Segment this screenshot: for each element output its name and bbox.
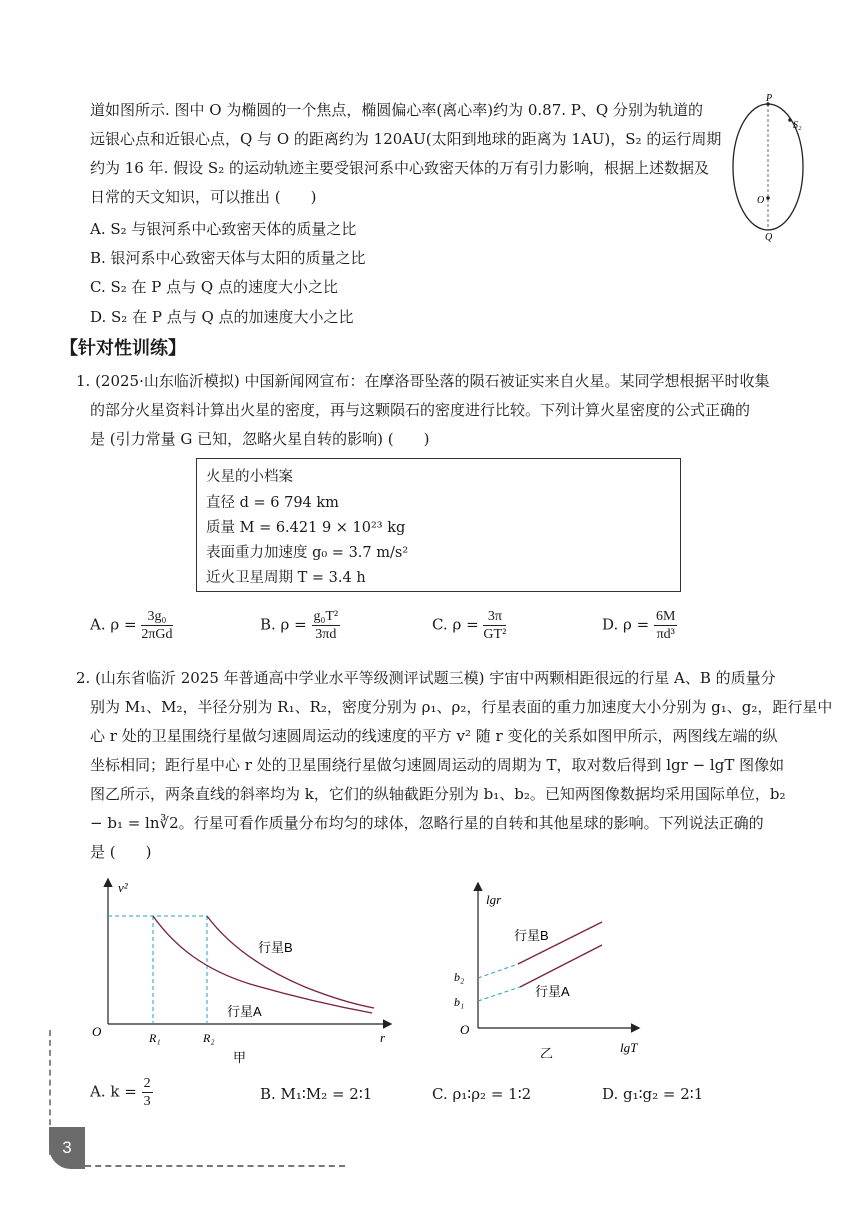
q2-a-prefix: A. k = xyxy=(90,1082,137,1101)
jia-planet-b-label: 行星B xyxy=(258,940,293,955)
yi-planet-a-label: 行星A xyxy=(535,984,570,999)
q1-c-prefix: C. ρ = xyxy=(432,615,479,634)
jia-planet-a-label: 行星A xyxy=(227,1004,262,1019)
mars-gravity: 表面重力加速度 g₀ = 3.7 m/s² xyxy=(206,545,409,561)
q1-a-num: 3g₀ xyxy=(141,608,172,626)
intro-option-a: A. S₂ 与银河系中心致密天体的质量之比 xyxy=(90,220,357,238)
q1-d-num: 6M xyxy=(655,609,676,624)
intro-option-c: C. S₂ 在 P 点与 Q 点的速度大小之比 xyxy=(90,278,338,296)
intro-line-1: 道如图所示. 图中 O 为椭圆的一个焦点，椭圆偏心率(离心率)约为 0.87. P、Q 分别为轨道的 xyxy=(90,101,703,119)
q1-option-a xyxy=(90,608,173,643)
q1-b-prefix: B. ρ = xyxy=(260,615,307,634)
q2-option-a xyxy=(90,1075,153,1110)
yi-planet-b-label: 行星B xyxy=(514,928,549,943)
q2-line-6: − b₁ = ln∛2。行星可看作质量分布均匀的球体，忽略行星的自转和其他星球的影响。下列说法正确的 xyxy=(90,814,764,832)
jia-origin: O xyxy=(92,1024,102,1039)
jia-xlabel: r xyxy=(380,1030,386,1045)
section-title: 【针对性训练】 xyxy=(60,338,186,359)
jia-r1-label: R₁ xyxy=(149,1031,161,1045)
q1-line-1: 1. (2025·山东临沂模拟) 中国新闻网宣布：在摩洛哥坠落的陨石被证实来自火星。某同学想根据平时收集 xyxy=(76,372,770,390)
label-p: P xyxy=(766,93,773,104)
q2-option-d: D. g₁∶g₂ = 2∶1 xyxy=(602,1085,704,1103)
q2-line-5: 图乙所示，两条直线的斜率均为 k，它们的纵轴截距分别为 b₁、b₂。已知两图像数据均采用国际单位，b₂ xyxy=(90,785,786,803)
q1-option-b xyxy=(260,608,340,643)
q2-line-2: 别为 M₁、M₂，半径分别为 R₁、R₂，密度分别为 ρ₁、ρ₂，行星表面的重力加速度大小分别为 g₁、g₂，距行星中 xyxy=(90,698,833,716)
q2-line-1: 2. (山东省临沂 2025 年普通高中学业水平等级测评试题三模) 宇宙中两颗相距很远的行星 A、B 的质量分 xyxy=(76,669,776,687)
yi-line-a-dash xyxy=(478,987,520,1001)
q1-b-num: g₀T² xyxy=(313,609,339,624)
jia-caption: 甲 xyxy=(233,1050,247,1065)
q2-a-num: 2 xyxy=(143,1076,151,1091)
yi-caption: 乙 xyxy=(540,1046,554,1058)
curve-planet-a xyxy=(153,916,372,1013)
q2-line-3: 心 r 处的卫星围绕行星做匀速圆周运动的线速度的平方 v² 随 r 变化的关系如图甲所示，两图线左端的纵 xyxy=(90,727,778,745)
yi-origin: O xyxy=(460,1022,470,1037)
label-q: Q xyxy=(765,232,773,242)
mars-diameter: 直径 d = 6 794 km xyxy=(206,495,339,511)
q1-b-den: 3πd xyxy=(315,627,337,642)
yi-line-b-dash xyxy=(478,964,518,978)
label-s2: S₂ xyxy=(793,120,802,131)
jia-ylabel: v² xyxy=(118,880,128,895)
mars-info-box xyxy=(196,458,681,592)
q1-d-prefix: D. ρ = xyxy=(602,615,650,634)
intro-line-2: 远银心点和近银心点，Q 与 O 的距离约为 120AU(太阳到地球的距离为 1AU)，S₂ 的运行周期 xyxy=(90,130,722,148)
q2-a-den: 3 xyxy=(143,1094,151,1109)
mars-mass: 质量 M = 6.421 9 × 10²³ kg xyxy=(206,520,406,536)
curve-planet-b xyxy=(207,916,374,1008)
yi-b2-label: b₂ xyxy=(454,970,465,984)
page-number: 3 xyxy=(62,1138,72,1157)
q1-c-fraction xyxy=(483,608,506,643)
q1-b-fraction xyxy=(312,608,341,643)
yi-ylabel: lgr xyxy=(486,892,502,907)
mars-satellite-period: 近火卫星周期 T = 3.4 h xyxy=(206,570,366,586)
q2-line-7: 是 ( ) xyxy=(90,843,152,861)
q1-d-den: πd³ xyxy=(656,627,675,642)
q1-a-fraction xyxy=(141,608,172,643)
yi-xlabel: lgT xyxy=(620,1040,638,1055)
q2-line-4: 坐标相同；距行星中心 r 处的卫星围绕行星做匀速圆周运动的周期为 T，取对数后得到 lgr − lgT 图像如 xyxy=(90,756,785,774)
point-o xyxy=(766,196,770,200)
q1-option-c xyxy=(432,608,506,643)
q1-line-3: 是 (引力常量 G 已知，忽略火星自转的影响) ( ) xyxy=(90,430,430,448)
q1-a-den: 2πGd xyxy=(141,627,173,642)
orbit-ellipse-figure xyxy=(730,92,810,242)
q1-d-fraction xyxy=(654,608,677,643)
label-o: O xyxy=(757,195,765,206)
chart-jia xyxy=(90,872,400,1072)
footer-dashed-line xyxy=(85,1165,345,1167)
intro-option-b: B. 银河系中心致密天体与太阳的质量之比 xyxy=(90,249,366,267)
q2-option-b: B. M₁∶M₂ = 2∶1 xyxy=(260,1085,373,1103)
intro-option-d: D. S₂ 在 P 点与 Q 点的加速度大小之比 xyxy=(90,308,354,326)
yi-b1-label: b₁ xyxy=(454,995,465,1009)
page-number-badge xyxy=(49,1127,85,1169)
intro-line-4: 日常的天文知识，可以推出 ( ) xyxy=(90,188,317,206)
q1-line-2: 的部分火星资料计算出火星的密度，再与这颗陨石的密度进行比较。下列计算火星密度的公式正确的 xyxy=(90,401,751,419)
q1-c-den: GT² xyxy=(483,627,507,642)
q2-option-c: C. ρ₁∶ρ₂ = 1∶2 xyxy=(432,1085,532,1103)
star-s2 xyxy=(788,118,792,122)
q2-a-fraction xyxy=(142,1075,153,1110)
q1-a-prefix: A. ρ = xyxy=(90,615,137,634)
yi-line-planet-a xyxy=(520,945,602,987)
intro-line-3: 约为 16 年. 假设 S₂ 的运动轨迹主要受银河系中心致密天体的万有引力影响，根据上述数据及 xyxy=(90,159,709,177)
chart-yi xyxy=(450,878,650,1058)
mars-box-title: 火星的小档案 xyxy=(206,469,293,485)
q1-c-num: 3π xyxy=(483,608,506,626)
jia-r2-label: R₂ xyxy=(203,1031,215,1045)
q1-option-d xyxy=(602,608,677,643)
